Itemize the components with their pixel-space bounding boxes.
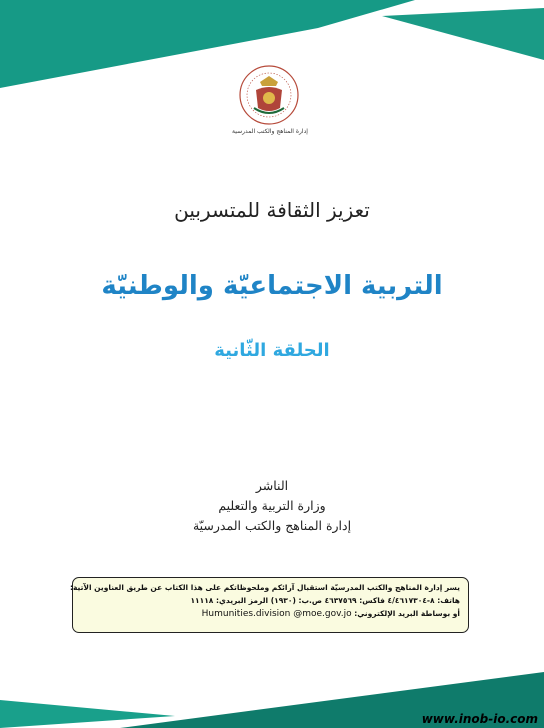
top-teal-stripe <box>0 0 415 88</box>
contact-intro: يسر إدارة المناهج والكتب المدرسيّة استقبال آرائكم وملحوظاتكم على هذا الكتاب عن طريق العناوين الآتية: <box>69 583 460 592</box>
contact-email[interactable]: Humunities.division @moe.gov.jo <box>201 609 352 619</box>
site-watermark: www.inob-io.com <box>421 712 538 726</box>
jordan-coat-of-arms-icon <box>238 64 300 126</box>
top-right-teal-wedge <box>382 8 544 60</box>
contact-email-prefix: أو بوساطة البريد الإلكتروني: <box>354 609 460 618</box>
contact-phone-line: هاتف: ٨-٤/٤٦١٧٣٠٤ فاكس: ٤٦٣٧٥٦٩ ص.ب: (١٩٣٠) الرمز البريدي: ١١١١٨ <box>190 596 460 605</box>
contact-email-line <box>81 607 460 621</box>
level-subtitle: الحلقة الثّانية <box>214 340 330 361</box>
contact-info-box <box>69 577 469 633</box>
publisher-block <box>0 476 544 536</box>
publisher-ministry: وزارة التربية والتعليم <box>218 498 326 513</box>
publisher-department: إدارة المناهج والكتب المدرسيّة <box>192 518 352 533</box>
bottom-light-teal-wedge <box>0 700 175 728</box>
emblem-caption: إدارة المناهج والكتب المدرسية <box>232 128 308 135</box>
program-title: تعزيز الثقافة للمتسربين <box>174 198 370 222</box>
subject-title: التربية الاجتماعيّة والوطنيّة <box>101 271 443 301</box>
publisher-label: الناشر <box>255 478 289 493</box>
